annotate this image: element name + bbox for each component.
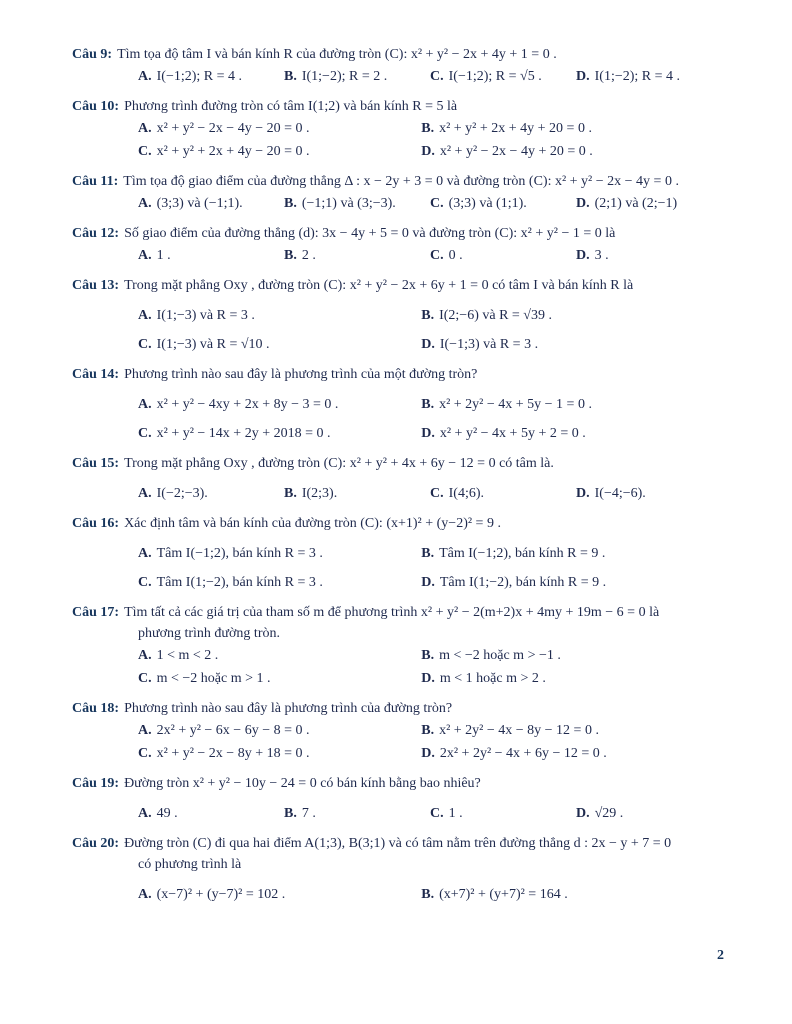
question-statement: Trong mặt phẳng Oxy , đường tròn (C): x² + y² + 4x + 6y − 12 = 0 có tâm là. (124, 456, 554, 471)
option-letter: D. (576, 806, 590, 821)
option-letter: C. (138, 426, 152, 441)
options-group (138, 193, 722, 214)
option-text: 3 . (594, 248, 609, 263)
option-text: x² + y² + 2x + 4y − 20 = 0 . (156, 144, 310, 159)
option-c (430, 66, 576, 87)
option-letter: B. (284, 69, 297, 84)
option-c (138, 423, 421, 444)
option-d (421, 423, 722, 444)
option-letter: A. (138, 723, 152, 738)
option-a (138, 118, 421, 139)
option-letter: A. (138, 486, 152, 501)
option-text: (3;3) và (−1;1). (156, 196, 243, 211)
option-letter: C. (430, 196, 444, 211)
option-letter: D. (576, 196, 590, 211)
option-d (576, 193, 722, 214)
option-c (430, 483, 576, 504)
question-label: Câu 11: (72, 174, 119, 189)
question-label: Câu 20: (72, 836, 120, 851)
option-letter: B. (421, 397, 435, 412)
option-d (576, 483, 722, 504)
question-statement: Phương trình nào sau đây là phương trình của đường tròn? (124, 701, 453, 716)
option-text: Tâm I(1;−2), bán kính R = 9 . (439, 575, 607, 590)
option-text: x² + y² − 14x + 2y + 2018 = 0 . (156, 426, 331, 441)
option-letter: D. (421, 746, 435, 761)
option-b (421, 884, 704, 905)
question-11 (72, 171, 722, 214)
option-a (138, 483, 284, 504)
options-group (138, 645, 722, 689)
option-b (284, 245, 430, 266)
option-letter: C. (138, 144, 152, 159)
page-number: 2 (717, 948, 724, 963)
option-text: I(1;−2); R = 4 . (594, 69, 681, 84)
question-text (72, 602, 722, 623)
options-group (138, 245, 722, 266)
option-letter: D. (421, 575, 435, 590)
option-letter: D. (421, 337, 435, 352)
option-letter: D. (421, 426, 435, 441)
question-statement-continued: có phương trình là (138, 857, 242, 872)
option-a (138, 645, 421, 666)
option-letter: B. (421, 887, 435, 902)
option-text: m < −2 hoặc m > −1 . (439, 648, 561, 663)
option-c (138, 334, 421, 355)
question-16 (72, 513, 722, 593)
question-text (72, 833, 722, 854)
option-letter: C. (138, 337, 152, 352)
option-a (138, 803, 284, 824)
option-text: I(−4;−6). (594, 486, 646, 501)
options-group (138, 803, 722, 824)
option-b (284, 66, 430, 87)
option-c (138, 141, 421, 162)
question-label: Câu 16: (72, 516, 120, 531)
option-letter: D. (421, 671, 435, 686)
option-text: x² + 2y² − 4x + 5y − 1 = 0 . (439, 397, 592, 412)
option-text: x² + y² − 4xy + 2x + 8y − 3 = 0 . (156, 397, 339, 412)
options-group (138, 884, 722, 905)
option-letter: C. (138, 746, 152, 761)
question-15 (72, 453, 722, 504)
option-text: x² + y² − 2x − 4y + 20 = 0 . (439, 144, 593, 159)
question-10 (72, 96, 722, 162)
option-c (138, 572, 421, 593)
option-letter: D. (576, 486, 590, 501)
option-d (421, 743, 722, 764)
option-text: x² + y² − 2x − 4y − 20 = 0 . (156, 121, 310, 136)
option-letter: A. (138, 546, 152, 561)
question-label: Câu 14: (72, 367, 120, 382)
option-b (284, 193, 430, 214)
option-a (138, 305, 421, 326)
option-letter: B. (421, 121, 435, 136)
question-statement: Đường tròn (C) đi qua hai điểm A(1;3), B(3;1) và có tâm nằm trên đường thẳng d : 2x − y + 7 = 0 (124, 836, 672, 851)
question-text (72, 698, 722, 719)
question-text (72, 96, 722, 117)
option-text: I(4;6). (448, 486, 485, 501)
option-text: I(1;−2); R = 2 . (301, 69, 388, 84)
options-group (138, 66, 722, 87)
option-letter: A. (138, 308, 152, 323)
question-statement: Tìm tọa độ giao điểm của đường thẳng Δ : x − 2y + 3 = 0 và đường tròn (C): x² + y² − 2x − 4y = 0 . (123, 174, 679, 189)
option-text: 2x² + y² − 6x − 6y − 8 = 0 . (156, 723, 310, 738)
option-letter: A. (138, 887, 152, 902)
option-text: I(−2;−3). (156, 486, 208, 501)
option-text: m < 1 hoặc m > 2 . (439, 671, 546, 686)
option-letter: D. (421, 144, 435, 159)
option-text: I(2;3). (301, 486, 338, 501)
question-18 (72, 698, 722, 764)
options-group (138, 720, 722, 764)
option-d (576, 66, 722, 87)
option-text: 0 . (448, 248, 463, 263)
question-label: Câu 18: (72, 701, 120, 716)
option-letter: B. (284, 196, 297, 211)
question-20 (72, 833, 722, 905)
question-label: Câu 12: (72, 226, 120, 241)
option-text: (2;1) và (2;−1) (594, 196, 678, 211)
option-text: √29 . (594, 806, 624, 821)
option-text: Tâm I(1;−2), bán kính R = 3 . (156, 575, 323, 590)
question-statement: Trong mặt phẳng Oxy , đường tròn (C): x² + y² − 2x + 6y + 1 = 0 có tâm I và bán kính R là (124, 278, 634, 293)
option-text: x² + y² − 2x − 8y + 18 = 0 . (156, 746, 310, 761)
question-label: Câu 17: (72, 605, 120, 620)
option-text: I(−1;2); R = 4 . (156, 69, 243, 84)
option-c (430, 193, 576, 214)
question-statement: Tìm tọa độ tâm I và bán kính R của đường tròn (C): x² + y² − 2x + 4y + 1 = 0 . (117, 47, 557, 62)
option-text: m < −2 hoặc m > 1 . (156, 671, 271, 686)
question-14 (72, 364, 722, 444)
option-c (138, 668, 421, 689)
question-text (72, 773, 722, 794)
option-letter: B. (421, 723, 435, 738)
option-d (421, 141, 722, 162)
option-text: I(1;−3) và R = √10 . (156, 337, 270, 352)
option-a (138, 193, 284, 214)
option-letter: B. (284, 806, 297, 821)
option-b (421, 645, 722, 666)
option-b (421, 305, 722, 326)
option-c (138, 743, 421, 764)
option-text: I(−1;2); R = √5 . (448, 69, 542, 84)
question-text (72, 275, 722, 296)
option-b (421, 543, 722, 564)
question-text (72, 513, 722, 534)
option-d (421, 334, 722, 355)
option-text: 7 . (301, 806, 316, 821)
options-group (138, 543, 722, 593)
option-a (138, 394, 421, 415)
option-text: (x−7)² + (y−7)² = 102 . (156, 887, 286, 902)
option-text: x² + y² + 2x + 4y + 20 = 0 . (439, 121, 592, 136)
question-statement: Xác định tâm và bán kính của đường tròn (C): (x+1)² + (y−2)² = 9 . (124, 516, 501, 531)
option-a (138, 720, 421, 741)
option-letter: A. (138, 397, 152, 412)
option-letter: A. (138, 806, 152, 821)
option-text: Tâm I(−1;2), bán kính R = 9 . (439, 546, 606, 561)
option-b (421, 720, 722, 741)
question-statement: Số giao điểm của đường thẳng (d): 3x − 4y + 5 = 0 và đường tròn (C): x² + y² − 1 = 0 là (124, 226, 616, 241)
question-statement: Phương trình đường tròn có tâm I(1;2) và bán kính R = 5 là (124, 99, 458, 114)
option-text: 1 . (156, 248, 171, 263)
option-text: (−1;1) và (3;−3). (301, 196, 396, 211)
option-text: 49 . (156, 806, 178, 821)
option-text: I(−1;3) và R = 3 . (439, 337, 539, 352)
option-text: (3;3) và (1;1). (448, 196, 527, 211)
option-text: I(1;−3) và R = 3 . (156, 308, 255, 323)
option-d (576, 803, 722, 824)
question-label: Câu 10: (72, 99, 120, 114)
question-label: Câu 13: (72, 278, 120, 293)
option-letter: B. (421, 648, 435, 663)
option-c (430, 245, 576, 266)
question-label: Câu 19: (72, 776, 120, 791)
option-b (284, 483, 430, 504)
option-letter: A. (138, 196, 152, 211)
option-b (421, 118, 722, 139)
question-statement-continued: phương trình đường tròn. (138, 626, 280, 641)
option-b (284, 803, 430, 824)
option-c (430, 803, 576, 824)
question-statement: Đường tròn x² + y² − 10y − 24 = 0 có bán kính bằng bao nhiêu? (124, 776, 481, 791)
option-d (421, 668, 722, 689)
option-letter: B. (421, 546, 435, 561)
question-label: Câu 9: (72, 47, 113, 62)
option-a (138, 543, 421, 564)
question-text (72, 364, 722, 385)
option-text: 1 . (448, 806, 463, 821)
question-17 (72, 602, 722, 689)
question-statement: Tìm tất cả các giá trị của tham số m để phương trình x² + y² − 2(m+2)x + 4my + 19m − 6 = 0 là (124, 605, 660, 620)
question-text (72, 171, 722, 192)
option-letter: C. (430, 806, 444, 821)
option-text: 1 < m < 2 . (156, 648, 219, 663)
options-group (138, 118, 722, 162)
question-text (72, 223, 722, 244)
questions-list (72, 44, 722, 905)
option-letter: D. (576, 248, 590, 263)
question-text (72, 44, 722, 65)
option-b (421, 394, 722, 415)
option-letter: C. (430, 486, 444, 501)
question-9 (72, 44, 722, 87)
option-d (576, 245, 722, 266)
option-d (421, 572, 722, 593)
option-letter: D. (576, 69, 590, 84)
option-letter: C. (430, 248, 444, 263)
option-a (138, 884, 421, 905)
options-group (138, 305, 722, 355)
question-13 (72, 275, 722, 355)
option-a (138, 66, 284, 87)
options-group (138, 394, 722, 444)
option-letter: A. (138, 69, 152, 84)
option-letter: A. (138, 648, 152, 663)
option-text: I(2;−6) và R = √39 . (439, 308, 552, 323)
option-text: 2 . (301, 248, 316, 263)
option-letter: A. (138, 121, 152, 136)
option-letter: C. (138, 575, 152, 590)
option-text: Tâm I(−1;2), bán kính R = 3 . (156, 546, 323, 561)
question-19 (72, 773, 722, 824)
question-text (72, 453, 722, 474)
option-letter: A. (138, 248, 152, 263)
options-group (138, 483, 722, 504)
question-label: Câu 15: (72, 456, 120, 471)
option-text: 2x² + 2y² − 4x + 6y − 12 = 0 . (439, 746, 607, 761)
option-text: x² + 2y² − 4x − 8y − 12 = 0 . (439, 723, 599, 738)
question-statement: Phương trình nào sau đây là phương trình của một đường tròn? (124, 367, 478, 382)
option-letter: C. (138, 671, 152, 686)
option-text: x² + y² − 4x + 5y + 2 = 0 . (439, 426, 586, 441)
option-letter: B. (284, 248, 297, 263)
option-text: (x+7)² + (y+7)² = 164 . (439, 887, 568, 902)
option-letter: B. (284, 486, 297, 501)
option-a (138, 245, 284, 266)
option-letter: C. (430, 69, 444, 84)
option-letter: B. (421, 308, 435, 323)
question-12 (72, 223, 722, 266)
